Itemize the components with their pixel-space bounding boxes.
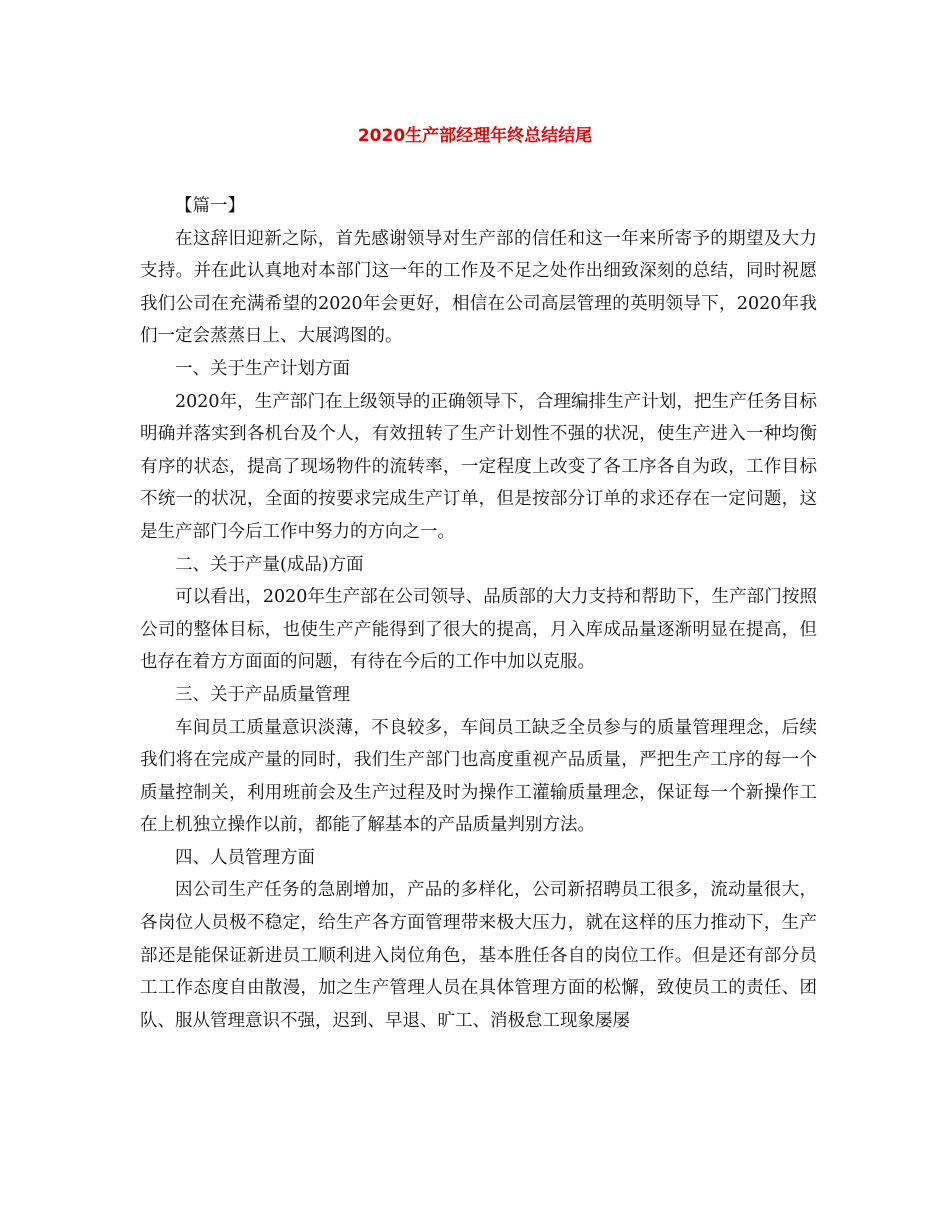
paragraph-production-plan: 2020年，生产部门在上级领导的正确领导下，合理编排生产计划，把生产任务目标明确并落实到各机台及个人，有效扭转了生产计划性不强的状况，使生产进入一种均衡有序的状态，提高了现场物件的流转率，一定程度上改变了各工序各自为政，工作目标不统一的状况，全面的按要求完成生产订单，但是按部分订单的求还存在一定问题，这是生产部门今后工作中努力的方向之一。 [140, 391, 817, 542]
document-body [140, 190, 817, 1037]
section-marker: 【篇一】 [175, 196, 245, 216]
paragraph-quality: 车间员工质量意识淡薄，不良较多，车间员工缺乏全员参与的质量管理理念，后续我们将在完成产量的同时，我们生产部门也高度重视产品质量，严把生产工序的每一个质量控制关，利用班前会及生产过程及时为操作工灌输质量理念，保证每一个新操作工在上机独立操作以前，都能了解基本的产品质量判别方法。 [140, 717, 817, 836]
paragraph-personnel: 因公司生产任务的急剧增加，产品的多样化，公司新招聘员工很多，流动量很大，各岗位人员极不稳定，给生产各方面管理带来极大压力，就在这样的压力推动下，生产部还是能保证新进员工顺利进入岗位角色，基本胜任各自的岗位工作。但是还有部分员工工作态度自由散漫，加之生产管理人员在具体管理方面的松懈，致使员工的责任、团队、服从管理意识不强，迟到、早退、旷工、消极怠工现象屡屡 [140, 880, 817, 1031]
document-title: 2020生产部经理年终总结结尾 [357, 126, 593, 146]
paragraph-intro: 在这辞旧迎新之际，首先感谢领导对生产部的信任和这一年来所寄予的期望及大力支持。并在此认真地对本部门这一年的工作及不足之处作出细致深刻的总结，同时祝愿我们公司在充满希望的2020年会更好，相信在公司高层管理的英明领导下，2020年我们一定会蒸蒸日上、大展鸿图的。 [140, 228, 817, 347]
heading-quality: 三、关于产品质量管理 [175, 684, 350, 705]
heading-output: 二、关于产量(成品)方面 [175, 554, 364, 575]
heading-personnel: 四、人员管理方面 [175, 847, 315, 868]
paragraph-output: 可以看出，2020年生产部在公司领导、品质部的大力支持和帮助下，生产部门按照公司的整体目标，也使生产产能得到了很大的提高，月入库成品量逐渐明显在提高，但也存在着方方面面的问题，有待在今后的工作中加以克服。 [140, 587, 817, 673]
heading-production-plan: 一、关于生产计划方面 [175, 358, 350, 379]
